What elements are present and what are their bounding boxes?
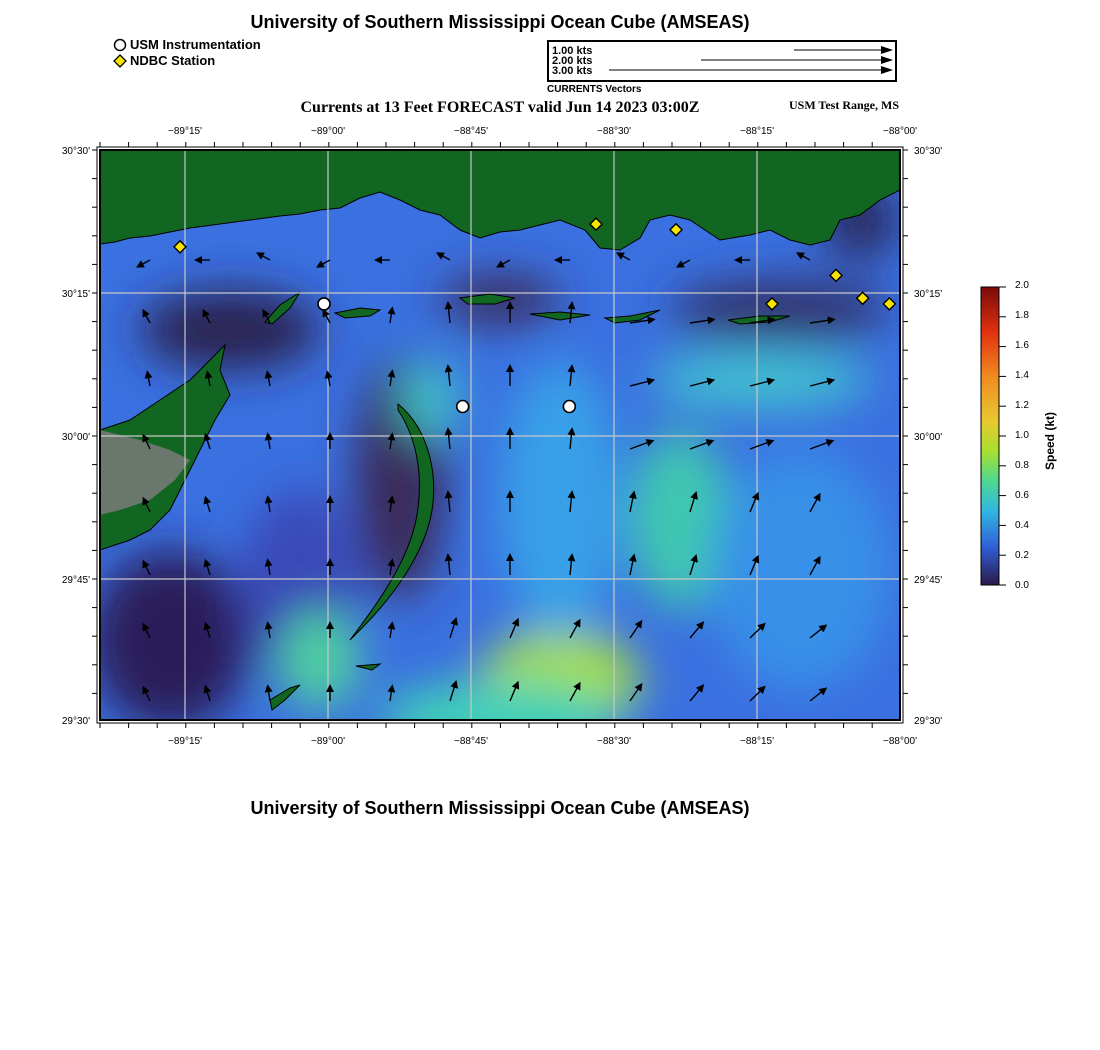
colorbar-tick-label: 0.2	[1015, 550, 1029, 561]
colorbar-tick-label: 0.4	[1015, 520, 1029, 531]
legend-ndbc-label: NDBC Station	[130, 53, 216, 68]
colorbar-tick-label: 0.8	[1015, 460, 1029, 471]
lat-label-left: 29°45'	[61, 575, 90, 586]
circle-icon	[113, 38, 127, 52]
usm-instrument-marker	[318, 298, 330, 310]
lat-label-right: 30°00'	[914, 432, 943, 443]
region-label: USM Test Range, MS	[788, 98, 899, 112]
lon-labels-bottom	[168, 736, 917, 747]
map-title: University of Southern Mississippi Ocean Cube (AMSEAS)	[250, 12, 750, 32]
lon-label-bottom: −88°30'	[597, 736, 631, 747]
lon-label-top: −89°15'	[168, 126, 202, 137]
lat-label-right: 30°15'	[914, 289, 943, 300]
colorbar-tick-label: 1.0	[1015, 430, 1029, 441]
usm-instrument-marker	[563, 401, 575, 413]
legend-usm-label: USM Instrumentation	[130, 37, 261, 52]
vector-scale-legend	[547, 40, 897, 82]
vector-scale-arrows	[549, 42, 895, 80]
lon-label-bottom: −88°45'	[454, 736, 488, 747]
colorbar-tick-label: 0.0	[1015, 580, 1029, 591]
usm-instrument-marker	[457, 401, 469, 413]
legend-ndbc	[113, 53, 215, 68]
colorbar-tick-label: 1.4	[1015, 370, 1029, 381]
lat-label-left: 30°30'	[61, 146, 90, 157]
lat-label-left: 29°30'	[61, 716, 90, 727]
vector-row-3: 3.00 kts	[552, 65, 593, 77]
lat-label-right: 30°30'	[914, 146, 943, 157]
speed-field	[90, 150, 900, 760]
map-subtitle: Currents at 13 Feet FORECAST valid Jun 14 2023 03:00Z	[300, 99, 700, 116]
colorbar-tick-label: 1.2	[1015, 400, 1029, 411]
lat-label-left: 30°00'	[61, 432, 90, 443]
lon-label-bottom: −89°15'	[168, 736, 202, 747]
currents-map	[0, 120, 960, 760]
colorbar-tick-label: 1.6	[1015, 340, 1029, 351]
lon-labels-top	[168, 126, 917, 137]
vector-caption: CURRENTS Vectors	[547, 84, 642, 95]
speed-colorbar	[980, 286, 1014, 588]
lon-label-top: −89°00'	[311, 126, 345, 137]
bottom-title: University of Southern Mississippi Ocean Cube (AMSEAS)	[250, 798, 750, 818]
lat-labels-left	[62, 146, 90, 727]
legend-usm	[113, 37, 261, 52]
lat-label-right: 29°30'	[914, 716, 943, 727]
diamond-icon	[113, 54, 127, 68]
lon-label-top: −88°15'	[740, 126, 774, 137]
lon-label-bottom: −89°00'	[311, 736, 345, 747]
lat-label-left: 30°15'	[61, 289, 90, 300]
lon-label-top: −88°30'	[597, 126, 631, 137]
colorbar-tick-label: 0.6	[1015, 490, 1029, 501]
colorbar-tick-label: 1.8	[1015, 310, 1029, 321]
colorbar-tick-label: 2.0	[1015, 280, 1029, 291]
colorbar-title: Speed (kt)	[1043, 411, 1057, 470]
lon-label-bottom: −88°15'	[740, 736, 774, 747]
vector-row-1: 1.00 kts	[552, 45, 593, 57]
lon-label-top: −88°00'	[883, 126, 917, 137]
lat-label-right: 29°45'	[914, 575, 943, 586]
vector-row-2: 2.00 kts	[552, 55, 593, 67]
lon-label-top: −88°45'	[454, 126, 488, 137]
lat-labels-right	[914, 146, 942, 727]
lon-label-bottom: −88°00'	[883, 736, 917, 747]
